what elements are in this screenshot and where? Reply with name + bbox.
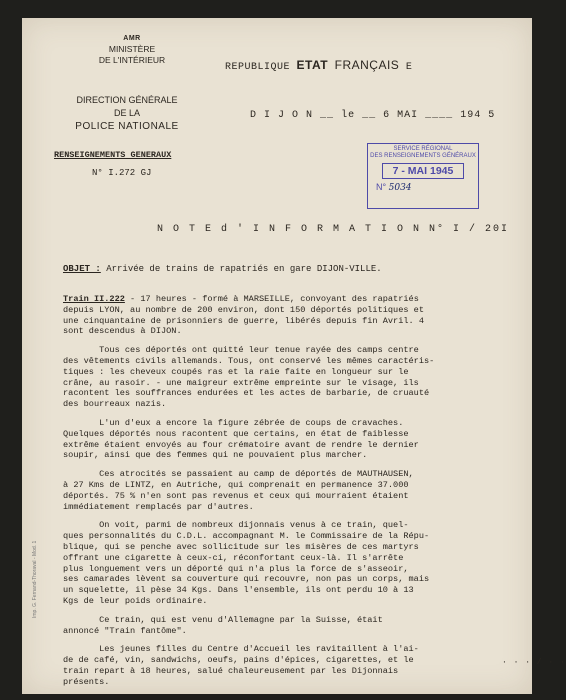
republic-suffix: E (405, 62, 413, 73)
ministry-header (72, 33, 192, 66)
direction-line-2: DE LA (113, 108, 140, 118)
stamp-number-value: 5034 (388, 183, 412, 193)
service-name: RENSEIGNEMENTS GENERAUX (54, 150, 172, 160)
paragraph-3: L'un d'eux a encore la figure zébrée de coups de cravaches. Quelques déportés nous racontent que certains, en état de faiblesse extrême étaient envoyés au four crématoire avant de rendre le dernier soupir, ainsi que des femmes qui ne pouvaient plus marcher. (63, 417, 419, 461)
ministry-line-2: DE L'INTÉRIEUR (98, 55, 166, 65)
document-body (63, 294, 523, 696)
paragraph-4: Ces atrocités se passaient au camp de déportés de MAUTHAUSEN, à 27 Kms de LINTZ, en Autriche, qui comprenait en permanence 37.000 déportés. 75 % n'en sont pas revenus et ceux qui mourraient étaient immédiatement remplacés par d'autres. (63, 469, 414, 512)
document-page (22, 18, 566, 694)
ministry-line-1: MINISTÈRE (108, 44, 156, 54)
date-day-month: 6 MAI (383, 110, 419, 121)
stamp-line-1: SERVICE RÉGIONAL (393, 146, 453, 152)
object-text: Arrivée de trains de rapatriés en gare DIJON-VILLE. (106, 264, 382, 274)
train-id: Train II.222 (63, 294, 125, 304)
stamp-number-label: N° (376, 182, 387, 192)
paragraph-1 (63, 294, 523, 337)
date-le: le (341, 110, 356, 121)
printer-mark: Imp. G. Fernand-Thoraval - Mod. 1 (32, 540, 38, 618)
stamp-line-2: DES RENSEIGNEMENTS GÉNÉRAUX (370, 153, 476, 159)
direction-line-3: POLICE NATIONALE (75, 121, 179, 132)
date-city: D I J O N (250, 110, 314, 121)
republic-etat: ETAT (296, 58, 329, 72)
republic-prefix: REPUBLIQUE (225, 62, 291, 73)
paragraph-7: Les jeunes filles du Centre d'Accueil les ravitaillent à l'ai- de de café, vin, sandwichs, oeufs, pains d'épices, cigarettes, et le train repart à 18 heures, salué chaleureusement par les Dijonnais présents. (63, 644, 419, 687)
object-label: OBJET : (63, 264, 101, 274)
stamp-date: 7 - MAI 1945 (382, 163, 464, 179)
received-stamp (367, 143, 479, 209)
ministry-abbr: AMR (123, 35, 141, 42)
republic-francais: FRANÇAIS (334, 58, 400, 72)
document-date: D I J O N __ le __ 6 MAI ____ 194 5 (250, 110, 496, 121)
service-number: N° I.272 GJ (92, 168, 152, 178)
paragraph-5: On voit, parmi de nombreux dijonnais venus à ce train, quel- ques personnalités du C.D.L. accompagnant M. le Commissaire de la Répu- blique, qui se penche avec sollicitude sur les misères de ces martyrs offrant une cigarette à ceux-ci, réconfortant ceux-là. Il s'arrête plus longuement vers un déporté qui n'a plus la force de s'asseoir, ses camarades lèvent sa couverture qui recouvre, non pas un corps, mais un squelette, il pèse 34 Kgs. Dans l'ensemble, ils ont perdu 10 à 13 Kgs de leur poids ordinaire. (63, 520, 430, 606)
paragraph-2: Tous ces déportés ont quitté leur tenue rayée des camps centre des vêtements civils allemands. Tous, ont conservé les mêmes caractéris- tiques : les cheveux coupés ras et la raie faite en longueur sur le crâne, au rasoir. - une maigreur extrême empreinte sur le visage, ils racontent les souffrances endurées et les actes de barbarie, de cruauté des bourreaux nazis. (63, 345, 435, 410)
object-line (63, 264, 382, 274)
direction-line-1: DIRECTION GÉNÉRALE (76, 95, 178, 105)
stamp-number (368, 182, 478, 193)
continuation-mark: · · · / · · (502, 658, 566, 667)
date-year: 194 5 (460, 110, 496, 121)
republic-heading (225, 58, 412, 73)
paragraph-6: Ce train, qui est venu d'Allemagne par la Suisse, était annoncé "Train fantôme". (63, 614, 383, 636)
note-title: N O T E d ' I N F O R M A T I O N N° I / 20I (157, 224, 510, 235)
direction-header (52, 94, 202, 133)
paragraph-1-text: - 17 heures - formé à MARSEILLE, convoyant des rapatriés depuis LYON, au nombre de 200 environ, dont 150 déportés politiques et une cinquantaine de prisonniers de guerre, libérés depuis fin Avril. 4 sont descendus à DIJON. (63, 294, 424, 337)
